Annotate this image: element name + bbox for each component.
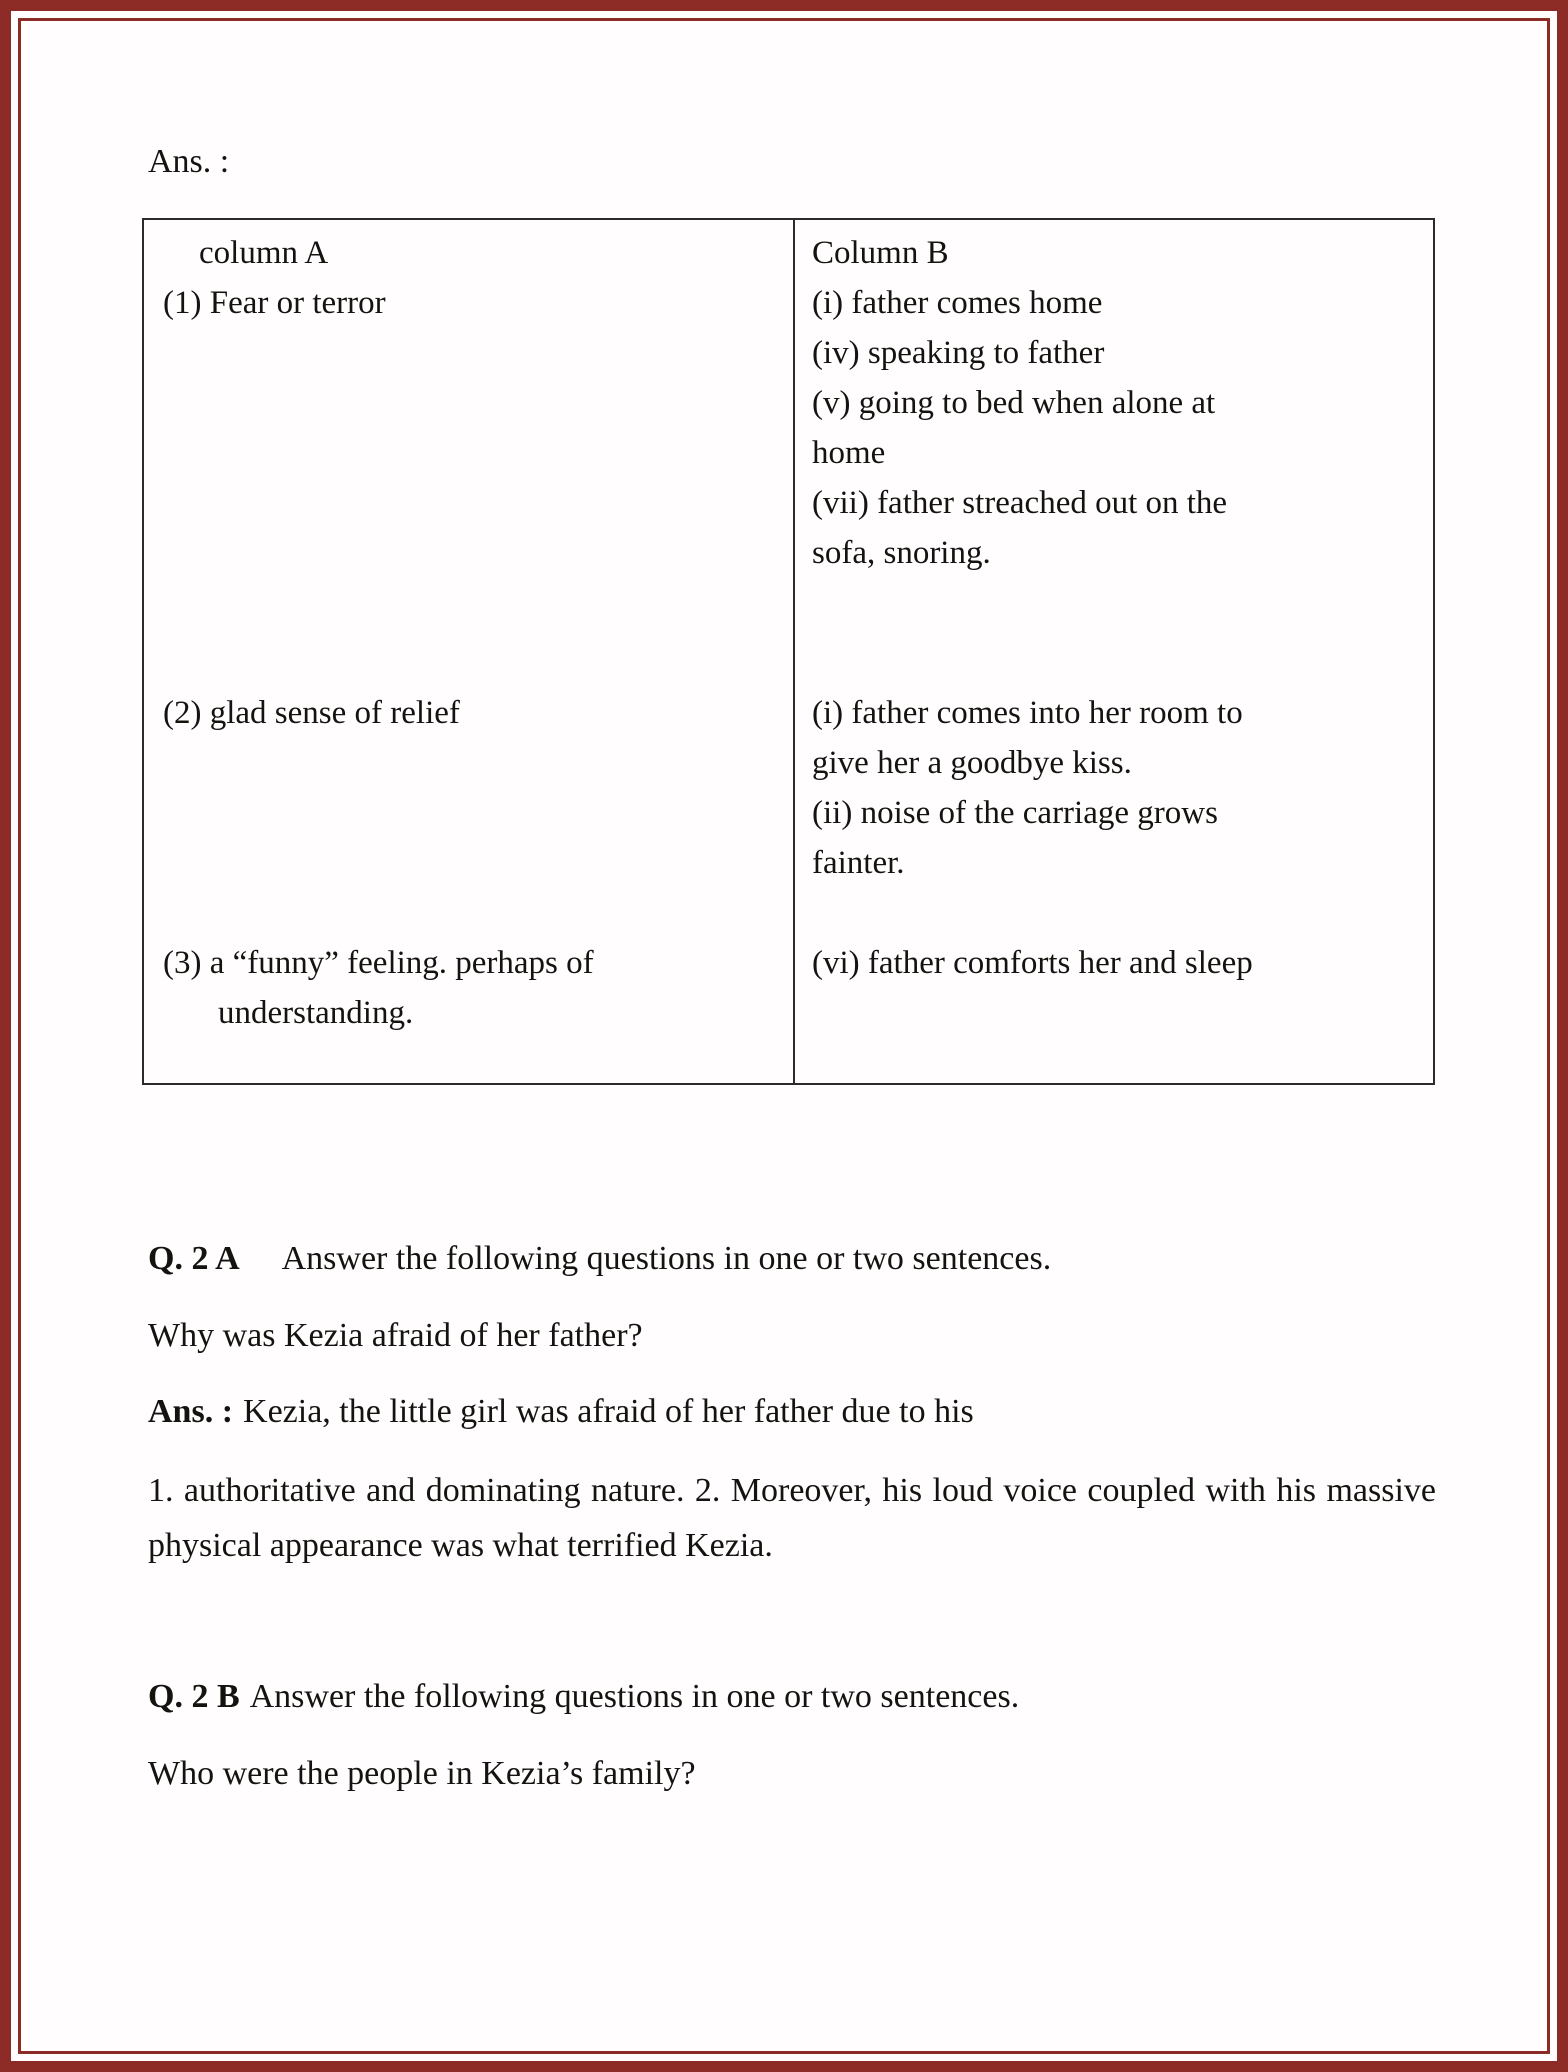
question-2a-label: Q. 2 A [148,1240,240,1277]
question-2a-heading [148,1239,1051,1280]
answer-2a-label: Ans. : [148,1393,234,1430]
text-line: (i) father comes into her room to [812,695,1243,731]
table-row-2-cell-b [793,688,1433,938]
question-2b-instruction: Answer the following questions in one or two sentences. [249,1678,1020,1715]
answer-2a-text: Kezia, the little girl was afraid of her father due to his [243,1393,974,1430]
question-2a-question: Why was Kezia afraid of her father? [148,1317,643,1354]
text-line: (3) a “funny” feeling. perhaps of [163,945,594,981]
text-line: (i) father comes home [812,285,1103,321]
text-line: (ii) noise of the carriage grows [812,795,1218,831]
text-line: (2) glad sense of relief [163,695,460,731]
text-line: give her a goodbye kiss. [812,745,1132,781]
table-row-3-cell-b [793,938,1433,1083]
question-2b-label: Q. 2 B [148,1678,240,1715]
ans-heading: Ans. : [148,143,230,180]
answer-2a-line [148,1392,974,1433]
text-line: understanding. [218,995,414,1031]
text-line: home [812,435,886,471]
table-row-1-cell-a [144,278,793,688]
text-line: (v) going to bed when alone at [812,385,1216,421]
question-2a-instruction: Answer the following questions in one or two sentences. [281,1240,1052,1277]
question-2b-heading [148,1677,1019,1718]
text-line: sofa, snoring. [812,535,991,571]
answer-table [142,218,1435,1085]
text-line: fainter. [812,845,905,881]
column-a-header: column A [199,235,329,271]
table-row-2-cell-a [144,688,793,938]
text-line: (vi) father comforts her and sleep [812,945,1253,981]
column-b-header: Column B [793,220,1433,278]
answer-2a-paragraph: 1. authoritative and dominating nature. 2. Moreover, his loud voice coupled with his massive physical appearance was what terrified Kezia. [148,1472,1436,1564]
table-row-3-cell-a [144,938,793,1083]
table-row-1-cell-b [793,278,1433,688]
text-line: (1) Fear or terror [163,285,386,321]
question-2b-question: Who were the people in Kezia’s family? [148,1755,696,1792]
text-line: (iv) speaking to father [812,335,1105,371]
text-line: (vii) father streached out on the [812,485,1228,521]
